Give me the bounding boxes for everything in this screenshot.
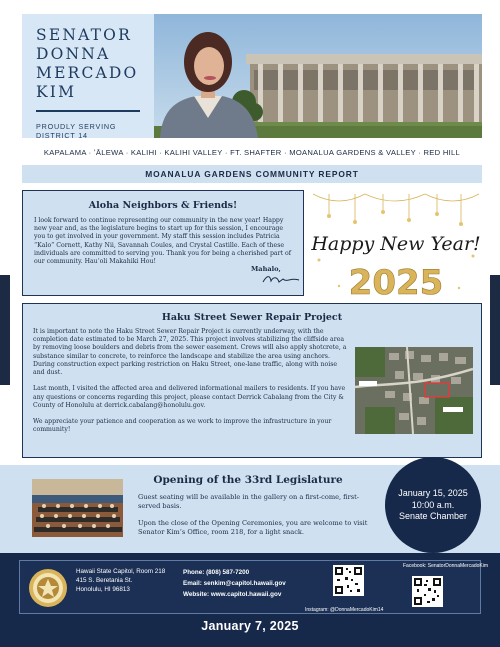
event-date-badge bbox=[385, 457, 481, 553]
haku-body bbox=[33, 328, 348, 443]
issue-date: January 7, 2025 bbox=[201, 619, 299, 633]
haku-project-box bbox=[22, 303, 482, 458]
footer bbox=[0, 553, 500, 647]
haku-paragraph: It is important to note the Haku Street Sewer Repair Project is currently underway, with the completion date estimated to be March 27, 2025. This project involves stabilizing the cliffside area by removing loose boulders and debris from the sewer easement. Crews will also apply shotcrete, a substance similar to concrete, to reinforce the landscape and stabilize the area using anchors. During construction expect parking restriction on Haku Street, one-lane traffic, along with noise and dust. bbox=[33, 328, 347, 377]
name-underline bbox=[36, 110, 140, 112]
happy-new-year-graphic bbox=[309, 190, 483, 300]
aloha-body: I look forward to continue representing our community in the new year! Happy new year and, as the legislature begins to start up for this session, I encourage you to get involved in your government. My staff this session includes Patricia “Kalo” Cornett, Kathy Nii, Savannah Coules, and Crystal Castille. Each of these individuals are committed to serving you. Thank you for being a cherished part of our community. Hauʻoli Makahiki Hou! bbox=[34, 217, 292, 266]
signature-image bbox=[261, 273, 301, 285]
legislature-seating-text: Guest seating will be available in the gallery on a first-come, first-served basis. bbox=[138, 493, 359, 510]
haku-paragraph: Last month, I visited the affected area and delivered informational mailers to residents. If you have any questions or concerns regarding this project, please contact Derrick Cabalang from the City & County of Honolulu at derrick.cabalang@honolulu.gov. bbox=[33, 385, 346, 409]
project-area-aerial-map bbox=[355, 347, 473, 434]
district-label: PROUDLY SERVING DISTRICT 14 bbox=[36, 122, 117, 140]
contact-info bbox=[183, 567, 333, 600]
legislature-heading: Opening of the 33rd Legislature bbox=[153, 474, 343, 486]
happy-new-year-text: Happy New Year! bbox=[311, 233, 481, 255]
phone-number: Phone: (808) 587-7200 bbox=[183, 569, 250, 576]
year-2025-text: 2025 bbox=[348, 263, 444, 300]
newsletter-header bbox=[22, 14, 482, 138]
contact-panel bbox=[19, 560, 489, 614]
report-title: MOANALUA GARDENS COMMUNITY REPORT bbox=[22, 165, 482, 183]
state-senate-seal-icon bbox=[28, 568, 68, 608]
office-address: Hawaii State Capitol, Room 218 415 S. Beretania St. Honolulu, HI 96813 bbox=[76, 568, 166, 593]
facebook-qr-code-icon[interactable] bbox=[412, 576, 443, 607]
senator-portrait-capitol-photo bbox=[154, 14, 482, 138]
event-place: Senate Chamber bbox=[398, 511, 468, 521]
email-link[interactable]: Email: senkim@capitol.hawaii.gov bbox=[183, 580, 286, 587]
district-areas: KAPALAMA · ʻĀLEWA · KALIHI · KALIHI VALLEY · FT. SHAFTER · MOANALUA GARDENS & VALLEY · RED HILL bbox=[43, 148, 461, 157]
haku-heading: Haku Street Sewer Repair Project bbox=[161, 312, 343, 323]
website-link[interactable]: Website: www.capitol.hawaii.gov bbox=[183, 591, 282, 598]
event-time: 10:00 a.m. bbox=[411, 499, 455, 510]
senate-chamber-photo bbox=[32, 479, 123, 537]
left-accent-bar bbox=[0, 275, 10, 385]
event-date: January 15, 2025 bbox=[398, 488, 468, 498]
legislature-office-text: Upon the close of the Opening Ceremonies, you are welcome to visit Senator Kim’s Office, room 218, for a light snack. bbox=[138, 519, 368, 536]
instagram-handle[interactable]: Instagram: @DonnaMercadoKim14 bbox=[305, 607, 384, 613]
haku-paragraph: We appreciate your patience and cooperation as we work to improve the infrastructure in your community! bbox=[33, 418, 332, 434]
facebook-handle[interactable]: Facebook: SenatorDonnaMercadoKim bbox=[403, 563, 489, 569]
right-accent-bar bbox=[490, 275, 500, 385]
aloha-letter-box bbox=[22, 190, 304, 296]
aloha-heading: Aloha Neighbors & Friends! bbox=[88, 200, 238, 211]
instagram-qr-code-icon[interactable] bbox=[333, 565, 364, 596]
aloha-signoff: Mahalo, bbox=[251, 265, 281, 273]
senator-name: SENATOR DONNA MERCADO KIM bbox=[36, 26, 139, 101]
